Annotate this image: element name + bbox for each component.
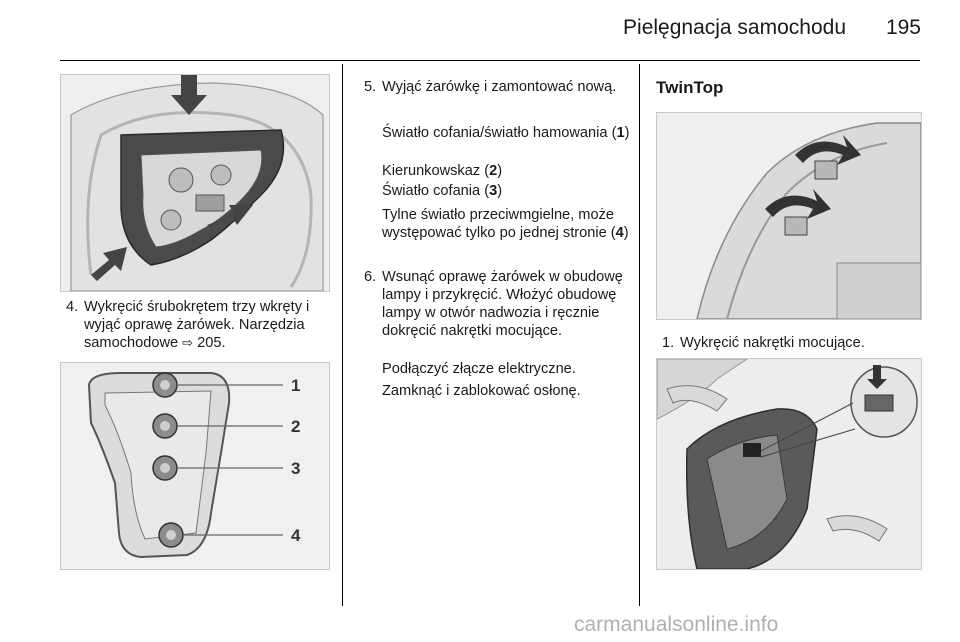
page-number: 195	[885, 16, 921, 39]
figure-bulb-holder	[60, 362, 330, 570]
lamp-holder-screws-illustration	[61, 75, 329, 291]
bulb-item-3-close: )	[497, 183, 503, 199]
step-6-text: Wsunąć oprawę żarówek w obudowę lampy i przykręcić. Włożyć obudowę lampy w otwór nadwozia i ręcznie dokręcić nakrętki mocujące.	[382, 269, 623, 339]
para-cover: Zamknąć i zablokować osłonę.	[382, 383, 581, 399]
callout-1: 1	[291, 376, 301, 395]
bulb-3-icon	[153, 456, 177, 480]
step-5-number: 5.	[364, 79, 377, 95]
watermark: carmanualsonline.info	[574, 613, 779, 636]
step-5-text: Wyjąć żarówkę i zamontować nową.	[382, 79, 617, 95]
bulb-item-4-number: 4	[615, 225, 624, 241]
bulb-holder-illustration	[61, 363, 329, 569]
bulb-item-1	[382, 124, 632, 142]
bulb-item-2-label: Kierunkowskaz (	[382, 163, 490, 179]
twintop-step-1-text: Wykręcić nakrętki mocujące.	[680, 335, 865, 351]
bulb-item-1-label: Światło cofania/światło hamowania (	[382, 125, 617, 141]
header-rule	[60, 60, 920, 61]
step-6-number: 6.	[364, 269, 377, 285]
bulb-4-icon	[159, 523, 183, 547]
bulb-item-2-number: 2	[489, 163, 498, 179]
connector-icon	[743, 443, 761, 457]
twintop-nuts-illustration	[657, 113, 921, 319]
section-heading-twintop: TwinTop	[656, 78, 724, 97]
bulb-1-icon	[153, 373, 177, 397]
twintop-lamp-removal-illustration	[657, 359, 921, 569]
step-4-text: Wykręcić śrubokrętem trzy wkręty i wyjąć oprawę żarówek. Narzędzia samochodowe	[84, 299, 310, 351]
running-header-title: Pielęgnacja samochodu	[623, 16, 846, 39]
twintop-step-1-number: 1.	[662, 335, 675, 351]
bulb-item-4-label: Tylne światło przeciwmgielne, może występować tylko po jednej stronie (	[382, 207, 616, 241]
twintop-step-1	[662, 334, 920, 352]
bulb-item-1-close: )	[624, 125, 630, 141]
bulb-item-1-number: 1	[616, 125, 625, 141]
figure-twintop-nuts	[656, 112, 922, 320]
figure-lamp-holder-screws	[60, 74, 330, 292]
para-connector: Podłączyć złącze elektryczne.	[382, 361, 576, 377]
step-4	[66, 298, 338, 353]
step-4-number: 4.	[66, 299, 79, 315]
callout-2: 2	[291, 417, 301, 436]
callout-4: 4	[291, 526, 301, 545]
bulb-item-4	[382, 206, 632, 242]
step-6	[364, 268, 628, 340]
column-divider-1	[342, 64, 343, 606]
bulb-item-4-close: )	[623, 225, 629, 241]
callout-3: 3	[291, 459, 301, 478]
bulb-item-3-label: Światło cofania (	[382, 183, 490, 199]
bulb-item-3	[382, 182, 632, 200]
bulb-item-2	[382, 162, 632, 180]
step-5	[364, 78, 628, 96]
bulb-item-2-close: )	[497, 163, 503, 179]
column-divider-2	[639, 64, 640, 606]
arrow-reference-icon: ⇨	[182, 336, 194, 351]
bulb-2-icon	[153, 414, 177, 438]
step-4-ref-page: 205.	[197, 335, 226, 351]
figure-twintop-lamp-removal	[656, 358, 922, 570]
bulb-item-3-number: 3	[489, 183, 498, 199]
